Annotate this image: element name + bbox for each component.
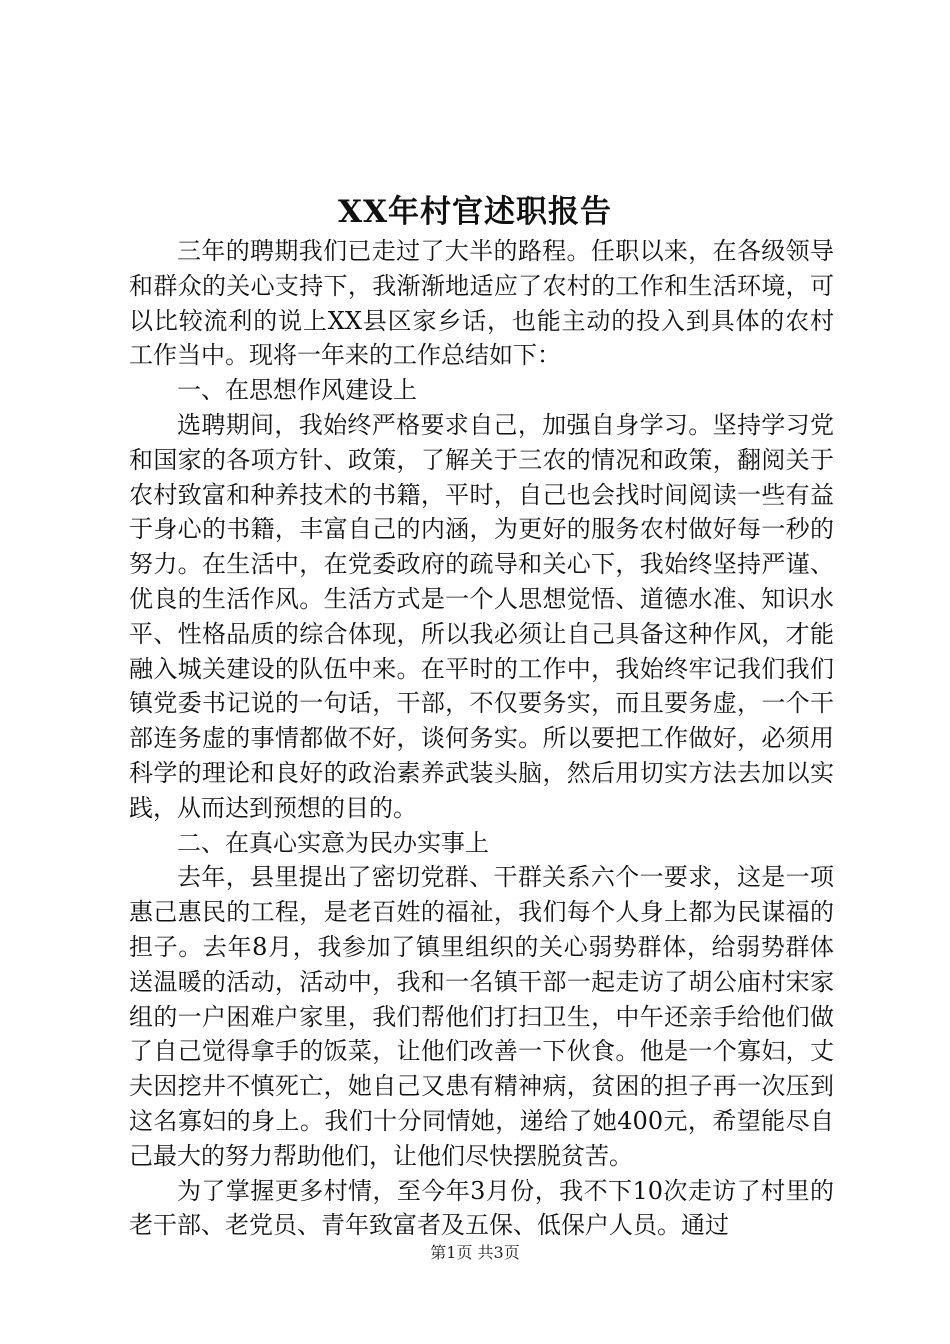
section-heading-1: 一、在思想作风建设上	[177, 376, 417, 405]
document-title: XX年村官述职报告	[337, 194, 613, 230]
document-body	[129, 234, 834, 1243]
paragraph-intro: 三年的聘期我们已走过了大半的路程。任职以来，在各级领导和群众的关心支持下，我渐渐地适应了农村的工作和生活环境，可以比较流利的说上XX县区家乡话，也能主动的投入到具体的农村工作当中。现将一年来的工作总结如下：	[129, 237, 834, 370]
section-heading-2: 二、在真心实意为民办实事上	[177, 828, 489, 857]
page-footer: 第1页 共3页	[430, 1243, 520, 1262]
paragraph-visits: 为了掌握更多村情，至今年3月份，我不下10次走访了村里的老干部、老党员、青年致富者及五保、低保户人员。通过	[129, 1176, 834, 1240]
paragraph-section-2: 去年，县里提出了密切党群、干群关系六个一要求，这是一项惠己惠民的工程，是老百姓的福祉，我们每个人身上都为民谋福的担子。去年8月，我参加了镇里组织的关心弱势群体，给弱势群体送温暖的活动，活动中，我和一名镇干部一起走访了胡公庙村宋家组的一户困难户家里，我们帮他们打扫卫生，中午还亲手给他们做了自己觉得拿手的饭菜，让他们改善一下伙食。他是一个寡妇，丈夫因挖井不慎死亡，她自己又患有精神病，贫困的担子再一次压到这名寡妇的身上。我们十分同情她，递给了她400元，希望能尽自己最大的努力帮助他们，让他们尽快摆脱贫苦。	[129, 863, 834, 1170]
paragraph-section-1: 选聘期间，我始终严格要求自己，加强自身学习。坚持学习党和国家的各项方针、政策，了解关于三农的情况和政策，翻阅关于农村致富和种养技术的书籍，平时，自己也会找时间阅读一些有益于身心的书籍，丰富自己的内涵，为更好的服务农村做好每一秒的努力。在生活中，在党委政府的疏导和关心下，我始终坚持严谨、优良的生活作风。生活方式是一个人思想觉悟、道德水准、知识水平、性格品质的综合体现，所以我必须让自己具备这种作风，才能融入城关建设的队伍中来。在平时的工作中，我始终牢记我们我们镇党委书记说的一句话，干部，不仅要务实，而且要务虚，一个干部连务虚的事情都做不好，谈何务实。所以要把工作做好，必须用科学的理论和良好的政治素养武装头脑，然后用切实方法去加以实践，从而达到预想的目的。	[129, 410, 834, 822]
